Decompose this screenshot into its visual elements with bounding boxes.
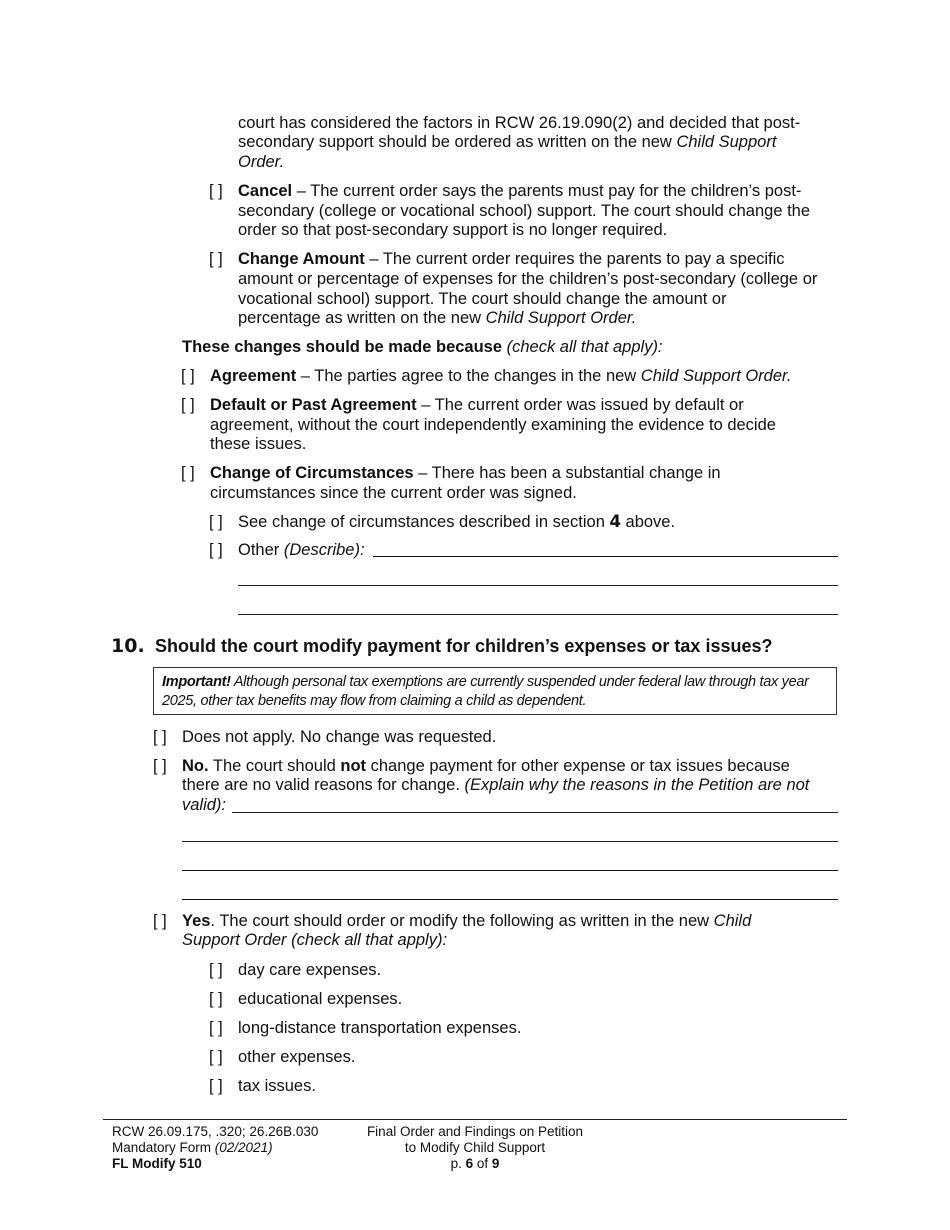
change-amount-line-4: percentage as written on the new Child Support Order. — [238, 309, 637, 327]
yes-line-1: Yes. The court should order or modify the following as written in the new Child — [182, 912, 752, 930]
see-section-checkbox[interactable]: [ ] — [209, 513, 223, 531]
option-checkbox[interactable]: [ ] — [209, 990, 223, 1008]
default-line-2: agreement, without the court independently examining the evidence to decide — [210, 416, 776, 434]
option-checkbox[interactable]: [ ] — [209, 1048, 223, 1066]
circumstances-line-1: Change of Circumstances – There has been a substantial change in — [210, 464, 721, 482]
default-line-3: these issues. — [210, 435, 307, 453]
option-checkbox[interactable]: [ ] — [209, 1019, 223, 1037]
cancel-checkbox[interactable]: [ ] — [209, 182, 223, 200]
circumstances-checkbox[interactable]: [ ] — [181, 464, 195, 482]
no-line-1: No. The court should not change payment for other expense or tax issues because — [182, 757, 790, 775]
yes-checkbox[interactable]: [ ] — [153, 912, 167, 930]
does-not-apply-checkbox[interactable]: [ ] — [153, 728, 167, 746]
default-checkbox[interactable]: [ ] — [181, 396, 195, 414]
footer-divider — [103, 1119, 847, 1120]
change-amount-line-3: vocational school) support. The court should change the amount or — [238, 290, 727, 308]
agreement-checkbox[interactable]: [ ] — [181, 367, 195, 385]
other-label: Other (Describe): — [238, 541, 365, 559]
other-describe-line-3[interactable] — [238, 614, 838, 615]
does-not-apply-text: Does not apply. No change was requested. — [182, 728, 497, 746]
circumstances-line-2: circumstances since the current order was signed. — [210, 484, 577, 502]
other-describe-line-2[interactable] — [238, 585, 838, 586]
option-checkbox[interactable]: [ ] — [209, 1077, 223, 1095]
option-other-expenses: other expenses. — [238, 1048, 356, 1066]
important-note-box — [153, 667, 837, 715]
footer-form-id: FL Modify 510 — [112, 1156, 202, 1171]
footer-page: p. 6 of 9 — [450, 1156, 500, 1171]
section-10-title: Should the court modify payment for children’s expenses or tax issues? — [155, 636, 773, 656]
reasons-heading: These changes should be made because (check all that apply): — [182, 338, 663, 356]
no-line-2: there are no valid reasons for change. (Explain why the reasons in the Petition are not — [182, 776, 810, 794]
see-section-text: See change of circumstances described in section 4 above. — [238, 512, 676, 531]
other-checkbox[interactable]: [ ] — [209, 541, 223, 559]
continuation-line-1: court has considered the factors in RCW 26.19.090(2) and decided that post- — [238, 114, 801, 132]
cancel-line-1: Cancel – The current order says the parents must pay for the children’s post- — [238, 182, 802, 200]
option-transportation: long-distance transportation expenses. — [238, 1019, 522, 1037]
cancel-line-2: secondary (college or vocational school) support. The court should change the — [238, 202, 811, 220]
no-checkbox[interactable]: [ ] — [153, 757, 167, 775]
continuation-line-3: Order. — [238, 153, 285, 171]
footer-title-2: to Modify Child Support — [404, 1140, 546, 1155]
no-explain-line-2[interactable] — [182, 841, 838, 842]
other-describe-line[interactable] — [373, 556, 838, 557]
option-checkbox[interactable]: [ ] — [209, 961, 223, 979]
no-explain-line-3[interactable] — [182, 870, 838, 871]
default-line-1: Default or Past Agreement – The current order was issued by default or — [210, 396, 744, 414]
option-tax-issues: tax issues. — [238, 1077, 316, 1095]
footer-left — [112, 1124, 318, 1172]
continuation-line-2: secondary support should be ordered as written on the new Child Support — [238, 133, 777, 151]
agreement-text: Agreement – The parties agree to the changes in the new Child Support Order. — [210, 367, 792, 385]
option-educational: educational expenses. — [238, 990, 403, 1008]
change-amount-line-1: Change Amount – The current order requires the parents to pay a specific — [238, 250, 785, 268]
change-amount-checkbox[interactable]: [ ] — [209, 250, 223, 268]
yes-line-2: Support Order (check all that apply): — [182, 931, 448, 949]
important-note-line-2: 2025, other tax benefits may flow from claiming a child as dependent. — [162, 693, 587, 709]
cancel-line-3: order so that post-secondary support is no longer required. — [238, 221, 668, 239]
no-line-3: valid): — [182, 796, 227, 814]
no-explain-line-4[interactable] — [182, 899, 838, 900]
important-note-line-1: Important! Although personal tax exemptions are currently suspended under federal law through tax year — [162, 674, 809, 690]
footer-center — [330, 1124, 620, 1172]
footer-title-1: Final Order and Findings on Petition — [366, 1124, 584, 1139]
no-explain-line-1[interactable] — [232, 812, 838, 813]
section-10-number: 10. — [111, 635, 145, 657]
change-amount-line-2: amount or percentage of expenses for the children’s post-secondary (college or — [238, 270, 818, 288]
option-day-care: day care expenses. — [238, 961, 382, 979]
footer-mandatory: Mandatory Form (02/2021) — [112, 1140, 273, 1155]
footer-rcw: RCW 26.09.175, .320; 26.26B.030 — [112, 1124, 319, 1139]
